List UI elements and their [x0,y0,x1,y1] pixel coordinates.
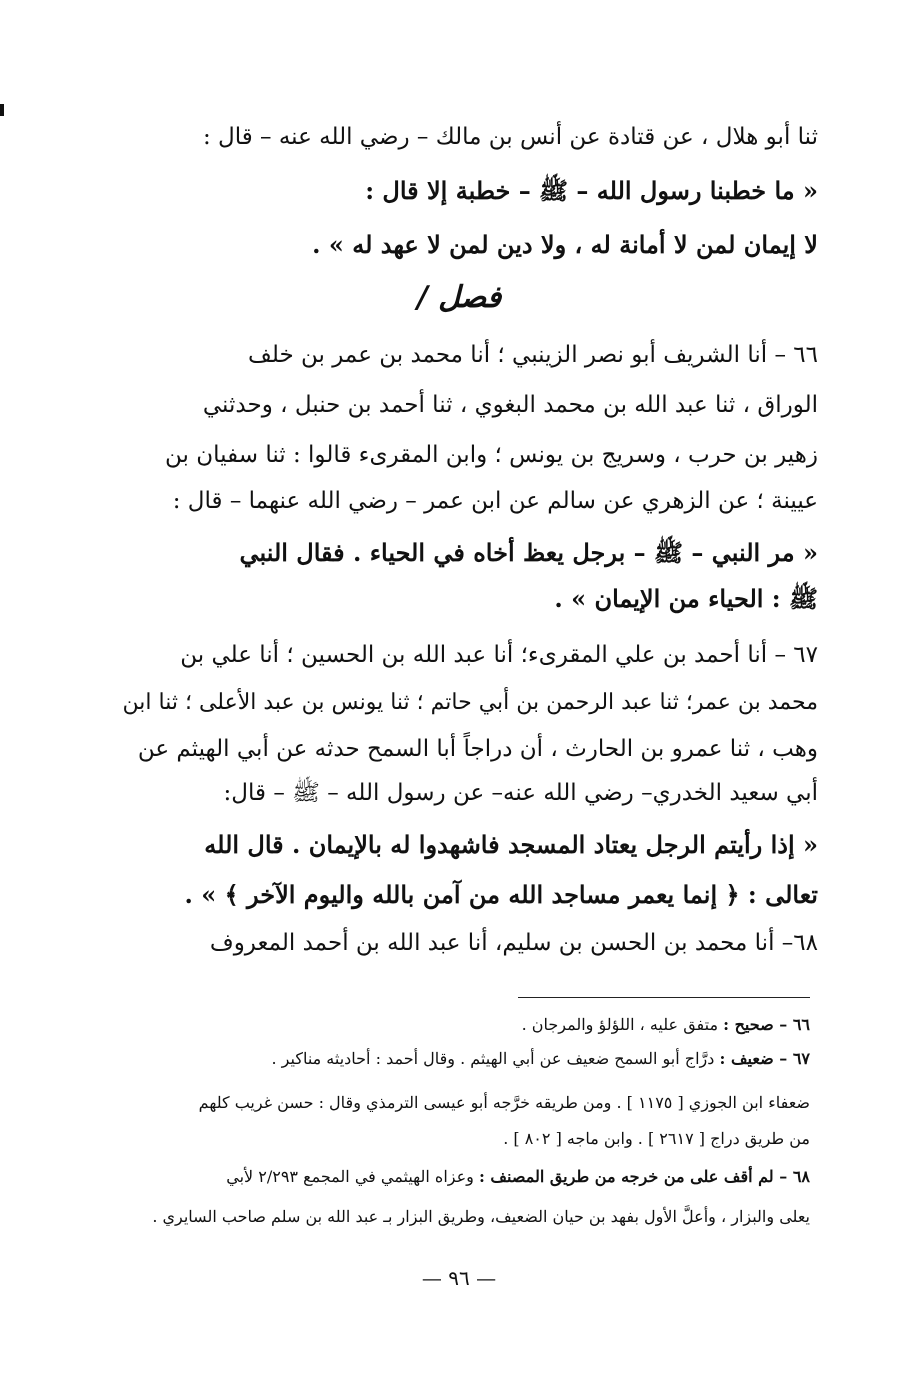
section-heading: فصل / [416,280,502,315]
text-line: « إذا رأيتم الرجل يعتاد المسجد فاشهدوا له بالإيمان . قال الله [204,830,818,859]
text-line: عيينة ؛ عن الزهري عن سالم عن ابن عمر – رضي الله عنهما – قال : [172,488,818,514]
footnote-line: ضعفاء ابن الجوزي [ ١١٧٥ ] . ومن طريقه خرَّجه أبو عيسى الترمذي وقال : حسن غريب كلهم [198,1093,810,1112]
page-number: — ٩٦ — [421,1266,497,1290]
text-line: أبي سعيد الخدري– رضي الله عنه– عن رسول الله – ﷺ – قال: [223,780,818,806]
text-line: ٦٦ – أنا الشريف أبو نصر الزينبي ؛ أنا محمد بن عمر بن خلف [248,342,818,368]
footnote-66 [110,1014,810,1036]
footnote-67 [110,1048,810,1070]
text-line: ٦٧ – أنا أحمد بن علي المقرىء؛ أنا عبد الله بن الحسين ؛ أنا علي بن [180,642,818,668]
text-line: تعالى : ﴿ إنما يعمر مساجد الله من آمن بالله واليوم الآخر ﴾ » . [184,880,818,909]
footnote-68 [110,1166,810,1188]
text-line: لا إيمان لمن لا أمانة له ، ولا دين لمن لا عهد له » . [312,230,818,259]
footnote-line: يعلى والبزار ، وأعلَّ الأول بفهد بن حيان الضعيف، وطريق البزار بـ عبد الله بن سلم صاحب السايري . [152,1207,810,1226]
text-line: الوراق ، ثنا عبد الله بن محمد البغوي ، ثنا أحمد بن حنبل ، وحدثني [202,392,818,418]
footnote-text: متفق عليه ، اللؤلؤ والمرجان . [521,1015,719,1034]
footnote-divider [518,997,810,998]
text-line: « مر النبي – ﷺ – برجل يعظ أخاه في الحياء . فقال النبي [239,538,818,567]
footnote-label: ٦٨ – لم أقف على من خرجه من طريق المصنف : [478,1167,810,1186]
margin-mark [0,104,4,116]
footnote-text: وعزاه الهيثمي في المجمع ٢/٢٩٣ لأبي [226,1167,474,1186]
footnote-label: ٦٧ – ضعيف : [719,1049,810,1068]
footnote-label: ٦٦ – صحيح : [723,1015,810,1034]
text-line: زهير بن حرب ، وسريج بن يونس ؛ وابن المقرىء قالوا : ثنا سفيان بن [165,442,818,468]
text-line: ٦٨– أنا محمد بن الحسن بن سليم، أنا عبد الله بن أحمد المعروف [209,930,818,956]
text-line: ثنا أبو هلال ، عن قتادة عن أنس بن مالك – رضي الله عنه – قال : [202,124,818,150]
text-line: ﷺ : الحياء من الإيمان » . [554,584,818,613]
footnote-text: درَّاج أبو السمح ضعيف عن أبي الهيثم . وقال أحمد : أحاديثه مناكير . [271,1049,715,1068]
text-line: محمد بن عمر؛ ثنا عبد الرحمن بن أبي حاتم ؛ ثنا يونس بن عبد الأعلى ؛ ثنا ابن [122,690,818,715]
text-line: وهب ، ثنا عمرو بن الحارث ، أن دراجاً أبا السمح حدثه عن أبي الهيثم عن [137,736,818,762]
text-line: « ما خطبنا رسول الله – ﷺ – خطبة إلا قال : [365,176,818,205]
footnote-line: من طريق دراج [ ٢٦١٧ ] . وابن ماجه [ ٨٠٢ ] . [503,1129,810,1148]
